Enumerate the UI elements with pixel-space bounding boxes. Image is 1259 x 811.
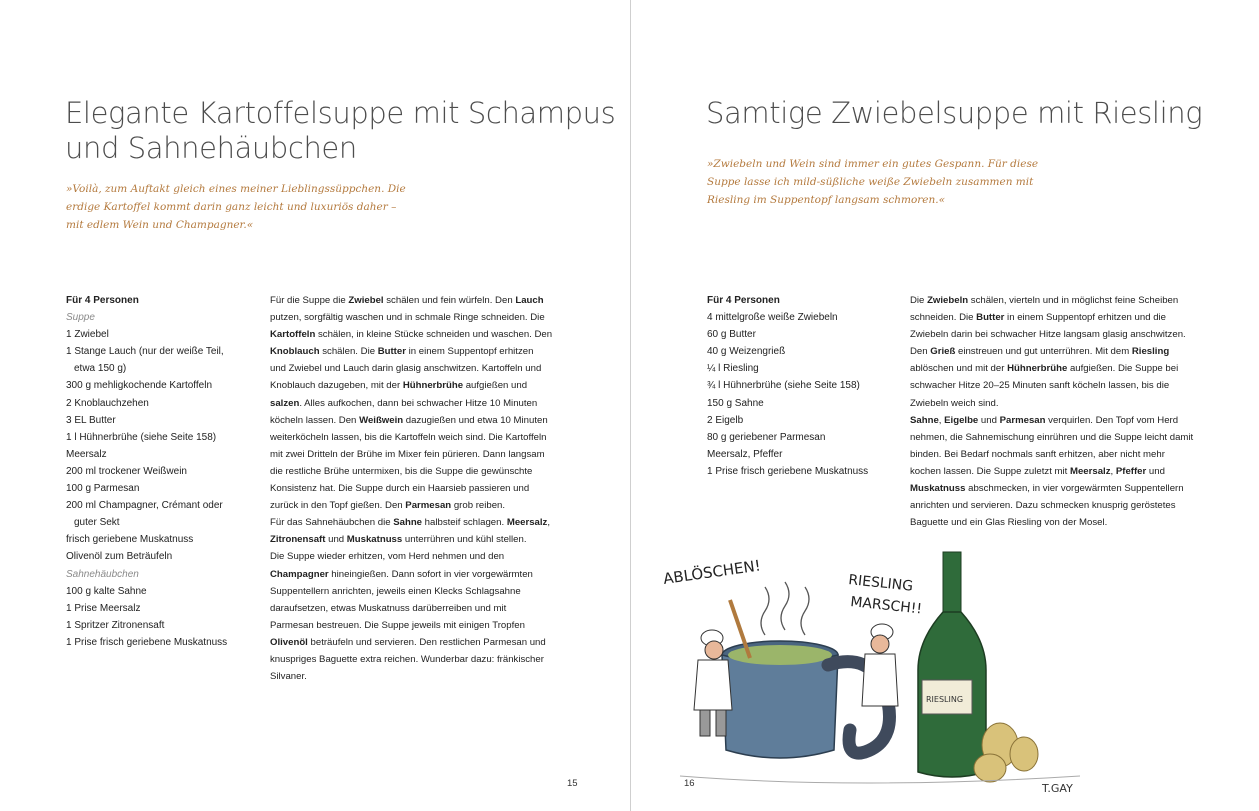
method-text-segment: abschmecken, in vier vorgewärmten Suppentellern — [965, 483, 1184, 495]
method-text-segment: köcheln lassen. Den — [270, 414, 360, 426]
method-line — [910, 514, 1210, 531]
method-line — [910, 326, 1210, 343]
intro-line: »Zwiebeln und Wein sind immer ein gutes Gespann. Für diese — [707, 158, 1039, 170]
page-number: 15 — [567, 778, 578, 789]
method-line — [270, 617, 560, 634]
ingredient-emphasis: Weißwein — [359, 414, 404, 426]
method-text-segment: aufgießen. Die Suppe bei — [1067, 363, 1179, 375]
ingredient-item: 3 EL Butter — [66, 414, 116, 426]
method-text-segment: , — [1110, 465, 1116, 477]
title-line: Samtige Zwiebelsuppe mit Riesling — [706, 96, 1203, 130]
method-text-segment: schälen, vierteln und in möglichst feine Scheiben — [968, 295, 1179, 306]
method-text-segment: Die — [910, 295, 928, 306]
method-line — [270, 531, 560, 548]
method-line — [910, 360, 1210, 377]
ingredient-list — [707, 292, 897, 480]
method-text-segment: ablöschen und mit der — [910, 363, 1008, 375]
method-line — [270, 566, 560, 583]
ground-line — [680, 776, 1080, 783]
ingredient-item: 150 g Sahne — [707, 397, 764, 409]
ingredient-emphasis: Zitronensaft — [270, 534, 326, 546]
speech-riesling: RIESLING — [847, 572, 914, 595]
method-line — [270, 600, 560, 617]
ingredient-emphasis: Meersalz — [1069, 465, 1111, 477]
ingredient-emphasis: Sahne — [910, 414, 939, 426]
ingredient-emphasis: Parmesan — [405, 500, 452, 512]
intro-line: erdige Kartoffel kommt darin ganz leicht und luxuriös daher – — [66, 201, 397, 213]
ingredient-item: 300 g mehligkochende Kartoffeln — [66, 380, 213, 392]
method-text-segment: Knoblauch dazugeben, mit der — [270, 380, 403, 392]
method-text-segment: Parmesan bestreuen. Die Suppe jeweils mit einigen Tropfen — [270, 619, 525, 631]
artist-signature: T.GAY — [1042, 782, 1073, 795]
method-text — [910, 292, 1210, 531]
ingredient-emphasis: Eigelbe — [944, 414, 979, 426]
method-line — [910, 292, 1210, 309]
recipe-title — [706, 96, 1202, 131]
ingredient-subheading: Sahnehäubchen — [66, 568, 139, 580]
ingredient-item: guter Sekt — [74, 517, 120, 529]
ingredient-item: 1 Spritzer Zitronensaft — [66, 619, 165, 631]
ingredient-subheading: Suppe — [66, 312, 95, 324]
method-line — [270, 634, 560, 651]
speech-marsch: MARSCH!! — [849, 594, 923, 618]
recipe-intro-quote — [66, 180, 406, 234]
method-line — [270, 395, 560, 412]
ingredient-item: etwa 150 g) — [74, 363, 127, 375]
method-text-segment: und — [978, 414, 1000, 426]
ingredient-item: Olivenöl zum Beträufeln — [66, 551, 173, 563]
method-text-segment: schälen und fein würfeln. Den — [383, 295, 516, 306]
method-text-segment: , — [547, 517, 551, 529]
method-text-segment: weiterköcheln lassen, bis die Kartoffeln weich sind. Die Kartoffeln — [270, 431, 547, 443]
page-number: 16 — [684, 778, 695, 789]
method-text-segment: Die Suppe wieder erhitzen, vom Herd nehmen und den — [270, 551, 505, 563]
recipe-title — [65, 96, 615, 166]
ingredient-emphasis: Olivenöl — [270, 636, 308, 648]
ingredient-item: ¾ l Hühnerbrühe (siehe Seite 158) — [707, 380, 860, 392]
method-text-segment: Für die Suppe die — [270, 295, 349, 306]
servings-heading: Für 4 Personen — [707, 295, 780, 306]
method-line — [270, 514, 560, 531]
method-text-segment: , — [938, 414, 945, 426]
method-text-segment: Zwiebeln weich sind. — [910, 397, 999, 409]
method-line — [270, 497, 560, 514]
ingredient-item: 60 g Butter — [707, 329, 756, 341]
method-text-segment: halbsteif schlagen. — [422, 517, 507, 529]
method-text-segment: mit zwei Dritteln der Brühe im Mixer fein pürieren. Dann langsam — [270, 448, 545, 460]
method-line — [270, 292, 560, 309]
ingredient-item: 200 ml trockener Weißwein — [66, 465, 187, 477]
ingredient-item: 100 g kalte Sahne — [66, 585, 147, 597]
method-line — [270, 309, 560, 326]
method-text-segment: schälen. Die — [319, 346, 378, 358]
method-line — [270, 583, 560, 600]
method-line — [270, 360, 560, 377]
method-text-segment: schneiden. Die — [910, 312, 977, 324]
ingredient-item: frisch geriebene Muskatnuss — [66, 534, 194, 546]
ingredient-item: 40 g Weizengrieß — [707, 346, 786, 358]
ingredient-emphasis: Meersalz — [506, 517, 548, 529]
method-text-segment: aufgießen und — [463, 380, 528, 392]
method-text-segment: und — [1146, 465, 1165, 477]
method-text-segment: Zwiebeln darin bei schwacher Hitze langsam glasig anschwitzen. — [910, 329, 1186, 341]
method-text-segment: grob reiben. — [451, 500, 506, 512]
ingredient-emphasis: Muskatnuss — [910, 483, 966, 495]
method-text-segment: und — [325, 534, 347, 546]
ingredient-emphasis: Sahne — [393, 517, 423, 529]
ingredient-item: 1 Zwiebel — [66, 329, 109, 341]
method-text-segment: daraufsetzen, etwas Muskatnuss darüberreiben und mit — [270, 602, 507, 614]
ingredient-emphasis: Butter — [976, 312, 1005, 324]
method-line — [910, 309, 1210, 326]
chef-cartoon-illustration — [660, 540, 1100, 800]
method-line — [910, 480, 1210, 497]
method-text-segment: Konsistenz hat. Die Suppe durch ein Haarsieb passieren und — [270, 483, 530, 495]
ingredient-item: 1 Prise frisch geriebene Muskatnuss — [707, 465, 869, 477]
chef-left — [694, 630, 732, 736]
method-text-segment: dazugießen und etwa 10 Minuten — [403, 414, 548, 426]
method-text-segment: Suppentellern anrichten, jeweils einen Klecks Schlagsahne — [270, 585, 521, 597]
ingredient-emphasis: Parmesan — [999, 414, 1046, 426]
method-line — [270, 429, 560, 446]
method-text-segment: verquirlen. Den Topf vom Herd — [1045, 414, 1179, 426]
method-text-segment: binden. Bei Bedarf nochmals sanft erhitzen, aber nicht mehr — [910, 448, 1165, 460]
ingredient-item: Meersalz — [66, 448, 107, 460]
title-line: und Sahnehäubchen — [65, 131, 357, 165]
ingredient-emphasis: Hühnerbrühe — [402, 380, 464, 392]
ingredient-item: 200 ml Champagner, Crémant oder — [66, 500, 223, 512]
recipe-intro-quote — [707, 155, 1038, 209]
method-text-segment: . Alles aufkochen, dann bei schwacher Hitze 10 Minuten — [299, 397, 538, 409]
servings-heading: Für 4 Personen — [66, 295, 139, 306]
soup-pot — [722, 641, 838, 758]
ingredient-item: ¼ l Riesling — [707, 363, 759, 375]
ingredient-item: 1 l Hühnerbrühe (siehe Seite 158) — [66, 431, 217, 443]
ingredient-item: 1 Prise Meersalz — [66, 602, 141, 614]
method-text-segment: Den — [910, 346, 931, 358]
method-line — [910, 395, 1210, 412]
method-line — [910, 463, 1210, 480]
method-line — [270, 343, 560, 360]
ingredient-item: 1 Prise frisch geriebene Muskatnuss — [66, 636, 228, 648]
method-text-segment: knuspriges Baguette extra reichen. Wunderbar dazu: fränkischer — [270, 653, 544, 665]
method-line — [910, 412, 1210, 429]
title-line: Elegante Kartoffelsuppe mit Schampus — [65, 96, 616, 130]
ingredient-emphasis: Riesling — [1131, 346, 1170, 358]
ingredient-item: 2 Eigelb — [707, 414, 744, 426]
method-line — [270, 412, 560, 429]
method-text-segment: in einem Suppentopf erhitzen — [405, 346, 534, 358]
method-line — [270, 446, 560, 463]
ingredient-emphasis: Lauch — [515, 295, 544, 306]
method-text-segment: Baguette und ein Glas Riesling von der Mosel. — [910, 517, 1108, 529]
ingredient-emphasis: Muskatnuss — [346, 534, 403, 546]
intro-line: »Voilà, zum Auftakt gleich eines meiner Lieblingssüppchen. Die — [66, 183, 406, 195]
method-line — [270, 463, 560, 480]
intro-line: mit edlem Wein und Champagner.« — [66, 219, 254, 231]
method-line — [910, 377, 1210, 394]
ingredient-item: 80 g geriebener Parmesan — [707, 431, 826, 443]
ingredient-emphasis: salzen — [270, 397, 300, 409]
method-line — [910, 343, 1210, 360]
ingredient-emphasis: Knoblauch — [270, 346, 320, 358]
ingredient-item: 100 g Parmesan — [66, 483, 140, 495]
method-line — [270, 326, 560, 343]
method-line — [910, 497, 1210, 514]
method-line — [270, 548, 560, 565]
method-text-segment: kochen lassen. Die Suppe zuletzt mit — [910, 465, 1070, 477]
ingredient-emphasis: Hühnerbrühe — [1007, 363, 1068, 375]
method-text-segment: unterrühren und kühl stellen. — [402, 534, 527, 546]
chef-middle — [862, 624, 898, 706]
ingredient-emphasis: Zwiebeln — [927, 295, 969, 306]
method-text-segment: Für das Sahnehäubchen die — [270, 517, 394, 529]
riesling-bottle — [918, 552, 986, 777]
method-line — [270, 651, 560, 668]
method-text-segment: einstreuen und gut unterrühren. Mit dem — [955, 346, 1132, 358]
method-text-segment: hineingießen. Dann sofort in vier vorgewärmten — [328, 568, 533, 580]
method-text-segment: schwacher Hitze 20–25 Minuten sanft köcheln lassen, bis die — [910, 380, 1170, 392]
method-text-segment: Silvaner. — [270, 671, 307, 683]
ingredient-emphasis: Kartoffeln — [270, 329, 316, 341]
method-line — [910, 446, 1210, 463]
method-text-segment: nehmen, die Sahnemischung einrühren und die Suppe leicht damit — [910, 431, 1194, 443]
bottle-label: RIESLING — [926, 695, 964, 704]
method-line — [270, 480, 560, 497]
intro-line: Riesling im Suppentopf langsam schmoren.« — [707, 194, 946, 206]
method-text-segment: putzen, sorgfältig waschen und in schmale Ringe schneiden. Die — [270, 312, 545, 324]
ingredient-list — [66, 292, 256, 651]
method-line — [270, 377, 560, 394]
method-text-segment: zurück in den Topf gießen. Den — [270, 500, 406, 512]
method-text-segment: schälen, in kleine Stücke schneiden und waschen. Den — [315, 329, 553, 341]
method-text-segment: anrichten und servieren. Dazu schmecken knusprig geröstetes — [910, 500, 1176, 512]
ingredient-emphasis: Pfeffer — [1115, 465, 1147, 477]
method-text-segment: die restliche Brühe untermixen, bis die Suppe die gewünschte — [270, 465, 533, 477]
ingredient-emphasis: Butter — [377, 346, 406, 358]
steam-lines — [761, 582, 809, 635]
method-text — [270, 292, 560, 685]
method-line — [910, 429, 1210, 446]
method-text-segment: beträufeln und servieren. Den restlichen Parmesan und — [307, 636, 546, 648]
ingredient-item: 1 Stange Lauch (nur der weiße Teil, — [66, 346, 224, 358]
method-text-segment: und Zwiebel und Lauch darin glasig anschwitzen. Kartoffeln und — [270, 363, 542, 375]
method-line — [270, 668, 560, 685]
ingredient-item: 4 mittelgroße weiße Zwiebeln — [707, 312, 838, 324]
ingredient-emphasis: Champagner — [270, 568, 329, 580]
ingredient-emphasis: Grieß — [930, 346, 956, 358]
ingredient-emphasis: Zwiebel — [348, 295, 384, 306]
ingredient-item: Meersalz, Pfeffer — [707, 448, 783, 460]
intro-line: Suppe lasse ich mild-süßliche weiße Zwiebeln zusammen mit — [707, 176, 1034, 188]
ingredient-item: 2 Knoblauchzehen — [66, 397, 149, 409]
method-text-segment: in einem Suppentopf erhitzen und die — [1004, 312, 1166, 324]
speech-ablöschen: ABLÖSCHEN! — [662, 556, 762, 588]
